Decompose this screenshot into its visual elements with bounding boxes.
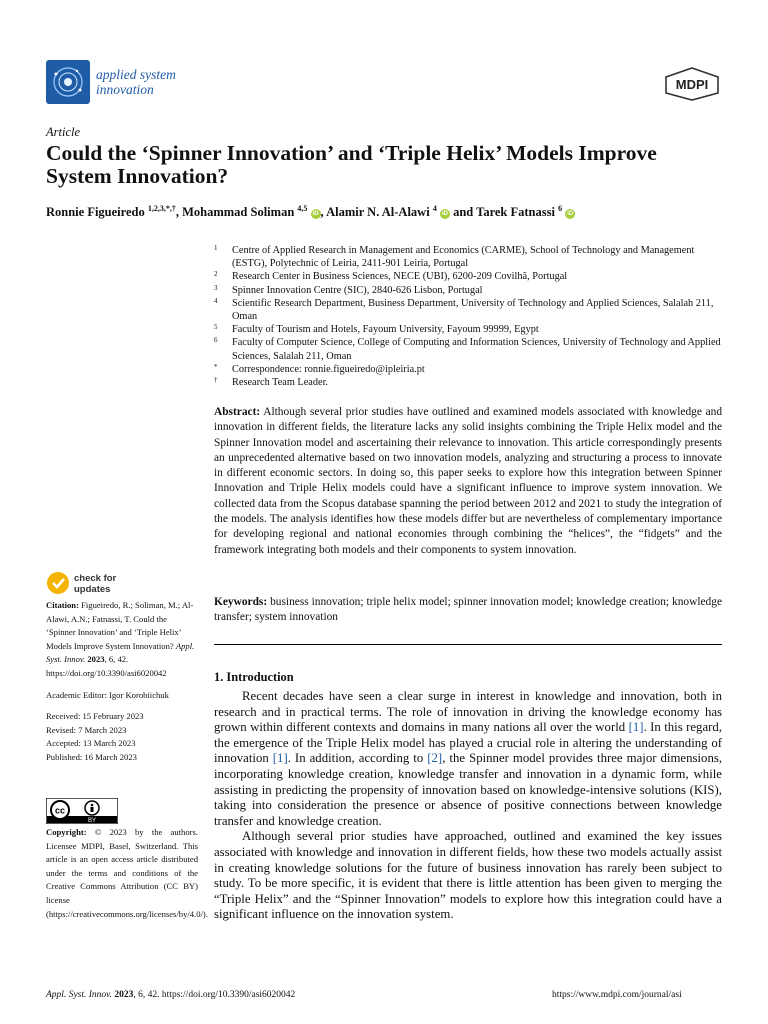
correspondence-text[interactable]: Correspondence: ronnie.figueiredo@ipleiria.pt xyxy=(232,363,425,375)
abstract-label: Abstract: xyxy=(214,406,261,418)
affiliation-number: 2 xyxy=(214,270,218,279)
keywords-text: business innovation; triple helix model; spinner innovation model; knowledge creation; knowledge transfer; system innovation xyxy=(214,596,722,624)
citation-doi[interactable]: , 6, 42. https://doi.org/10.3390/asi6020042 xyxy=(46,654,167,678)
keywords xyxy=(214,595,722,626)
introduction-section xyxy=(214,670,722,923)
affiliation xyxy=(214,244,724,270)
svg-text:cc: cc xyxy=(54,805,66,816)
citation-link[interactable]: [1] xyxy=(272,751,288,766)
intro-paragraph xyxy=(214,689,722,829)
check-badge-icon xyxy=(47,572,69,594)
check-for-updates-badge[interactable] xyxy=(46,570,146,596)
author-name[interactable]: Alamir N. Al-Alawi xyxy=(326,205,430,220)
footer-year: 2023 xyxy=(114,990,134,1000)
affiliations xyxy=(214,244,724,389)
author-affil-sup: 4 xyxy=(432,204,437,213)
author-affil-sup: 1,2,3,*,† xyxy=(147,204,176,213)
paragraph-text: . In this regard, the emergence of the Triple Helix model has played a crucial role in altering the understanding of innovation xyxy=(214,720,722,766)
section-heading: 1. Introduction xyxy=(214,670,294,684)
paragraph-text: , the Spinner model provides three major dimensions, incorporating knowledge creation, knowledge transfer and innovation in a dynamic form, while assisting in predicting the propensity of innovation based on knowledge-intensive solutions (KIS), taking into consideration the presence or absence of positive connections between knowledge transfer and knowledge creation. xyxy=(214,751,723,828)
journal-name-line1: applied system xyxy=(96,67,176,82)
affiliation-number: 5 xyxy=(214,323,218,332)
citation-link[interactable]: [2] xyxy=(427,751,443,766)
mdpi-logo xyxy=(664,67,720,101)
sidebar-metadata xyxy=(46,599,198,765)
received-date: Received: 15 February 2023 xyxy=(46,711,144,722)
separator: , xyxy=(175,205,183,220)
affiliation-number: 3 xyxy=(214,283,218,292)
paragraph-text: . In addition, according to xyxy=(287,751,428,766)
separator: and xyxy=(449,205,477,220)
affiliation-number: 4 xyxy=(214,296,218,305)
article-title: Could the ‘Spinner Innovation’ and ‘Triple Helix’ Models Improve System Innovation? xyxy=(46,141,657,188)
published-date: Published: 16 March 2023 xyxy=(46,751,137,762)
intro-paragraph: Although several prior studies have approached, outlined and examined the key issues associated with knowledge and innovation in different fields, how these two models actually assist in creating knowledge solutions for the future of business innovation has rarely been subject to study. To be more specific, it is evident that there is little attention has been given to merging the “Triple Helix” and the “Spinner Innovation” models to explore how this integration could have a significant influence on the innovation system. xyxy=(214,829,722,922)
section-divider xyxy=(214,644,722,645)
footer-citation xyxy=(46,990,295,1000)
author-name[interactable]: Tarek Fatnassi xyxy=(476,205,555,220)
author-affil-sup: 6 xyxy=(558,204,563,213)
copyright-text: © 2023 by the authors. Licensee MDPI, Basel, Switzerland. This article is an open access article distributed under the terms and conditions of the Creative Commons Attribution (CC BY) license (https://creativecommons.org/licenses/by/4.0/). xyxy=(46,827,208,919)
author-list xyxy=(46,204,736,220)
check-line1: check for xyxy=(74,573,117,584)
citation-block xyxy=(46,599,198,681)
copyright-label: Copyright: xyxy=(46,827,87,837)
cc-by-label: BY xyxy=(87,818,97,824)
affiliation xyxy=(214,363,724,376)
footer-doi[interactable]: , 6, 42. https://doi.org/10.3390/asi6020042 xyxy=(133,990,296,1000)
separator: , xyxy=(320,205,327,220)
affiliation-text: Research Center in Business Sciences, NECE (UBI), 6200-209 Covilhã, Portugal xyxy=(232,271,568,283)
affiliation-number: * xyxy=(214,362,218,371)
author-affil-sup: 4,5 xyxy=(297,204,308,213)
article-type: Article xyxy=(46,125,81,139)
affiliation xyxy=(214,270,724,283)
citation-journal: Appl. Syst. Innov. xyxy=(46,640,195,665)
affiliation xyxy=(214,297,724,323)
revised-date: Revised: 7 March 2023 xyxy=(46,724,127,735)
affiliation-number: 6 xyxy=(214,336,218,345)
citation-text: Figueiredo, R.; Soliman, M.; Al-Alawi, A.N.; Fatnassi, T. Could the ‘Spinner Innovation’ and ‘Triple Helix’ Models Improve System Innovation? xyxy=(46,600,194,651)
orcid-icon[interactable]: iD xyxy=(312,211,319,218)
footer-journal: Appl. Syst. Innov. xyxy=(46,990,113,1000)
paragraph-text: Recent decades have seen a clear surge in interest in knowledge and innovation, both in research and in practical terms. The role of innovation in driving the knowledge economy has grown within different contexts and domains in many nations all over the world xyxy=(214,689,722,735)
affiliation-number: 1 xyxy=(214,244,218,252)
journal-logo-icon xyxy=(46,60,90,104)
affiliation-text: Faculty of Tourism and Hotels, Fayoum University, Fayoum 99999, Egypt xyxy=(232,324,539,336)
orcid-icon[interactable]: iD xyxy=(567,211,574,218)
citation-label: Citation: xyxy=(46,600,79,610)
journal-name xyxy=(96,67,176,97)
affiliation xyxy=(214,336,724,362)
affiliation-text: Scientific Research Department, Business Department, University of Technology and Applied Sciences, Salalah 211, Oman xyxy=(232,297,714,323)
affiliation xyxy=(214,284,724,297)
affiliation-number: † xyxy=(214,376,218,385)
academic-editor: Academic Editor: Igor Korobiichuk xyxy=(46,689,169,700)
author-name[interactable]: Mohammad Soliman xyxy=(182,205,295,220)
keywords-label: Keywords: xyxy=(214,596,268,608)
cc-by-license-icon[interactable] xyxy=(46,798,118,824)
abstract xyxy=(214,405,722,558)
check-line2: updates xyxy=(74,584,111,595)
affiliation-text: Centre of Applied Research in Management and Economics (CARME), School of Technology and Management (ESTG), Polytechnic of Leiria, 2411-901 Leiria, Portugal xyxy=(232,245,695,270)
affiliation-text: Faculty of Computer Science, College of Computing and Information Sciences, University of Technology and Applied Sciences, Salalah 211, Oman xyxy=(232,337,721,362)
citation-year: 2023 xyxy=(87,654,105,665)
citation-link[interactable]: [1] xyxy=(628,720,644,735)
publisher-label: MDPI xyxy=(675,77,709,92)
accepted-date: Accepted: 13 March 2023 xyxy=(46,738,136,749)
journal-name-line2: innovation xyxy=(96,82,154,97)
author-name[interactable]: Ronnie Figueiredo xyxy=(46,205,145,220)
affiliation-text: Research Team Leader. xyxy=(232,377,328,389)
footer-journal-url[interactable]: https://www.mdpi.com/journal/asi xyxy=(552,990,682,1000)
affiliation xyxy=(214,323,724,336)
copyright-notice xyxy=(46,826,208,921)
orcid-icon[interactable]: iD xyxy=(441,211,448,218)
affiliation-text: Spinner Innovation Centre (SIC), 2840-626 Lisbon, Portugal xyxy=(232,284,483,296)
abstract-text: Although several prior studies have outlined and examined models associated with knowledge and innovation in different fields, the literature lacks any solid insights combining the Triple Helix model and the Spinner Innovation model and ascertaining their relevance to innovation. This article correspondingly presents an unprecedented alternative based on two innovation models, analyzing and structuring a process to innovate in different economic sectors. In doing so, this paper seeks to explore how this integration between Spinner Innovation and Triple Helix models could have a significant influence to improve system innovation. We collected data from the Scopus database spanning the period between 2012 and 2021 to study the integration of the models. The analysis identifies how these models differ but are nevertheless of complementary importance for developing regional and national economies through combining the “helices”, the “fidgets” and the framework integrating both models and their components to system innovation. xyxy=(214,406,723,556)
affiliation xyxy=(214,376,724,389)
